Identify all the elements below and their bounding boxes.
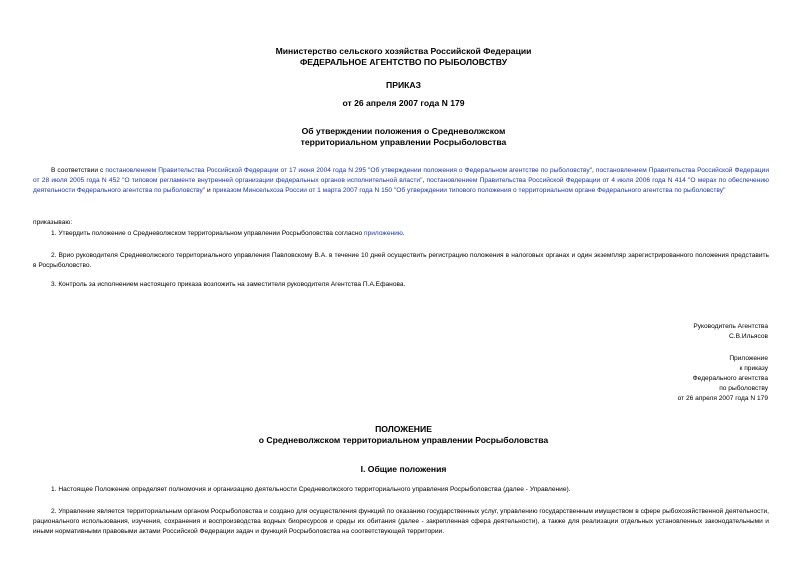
item-1-end: . xyxy=(402,230,405,237)
link-appendix[interactable]: приложению xyxy=(364,230,403,237)
preamble-text: , xyxy=(592,167,596,174)
doc-title-line2: территориальном управлении Росрыболовства xyxy=(300,137,507,147)
item-2: 2. Врио руководителя Средневолжского территориального управления Павловскому В.А. в течение 10 дней осуществить регистрацию положения в налоговых органах и один экземпляр зарегистрированного положения представить в Росрыболовство. xyxy=(33,252,769,269)
regulation-paragraph-2: 2. Управление является территориальным органом Росрыболовства и создано для осуществления функций по оказанию государственных услуг, управлению государственным имуществом в сфере рыбохозяйственной деятельности, рационального использования, изучения, сохранения и воспроизводства водных биоресурсов и среды их обитания (далее - закрепленная сфера деятельности), а также для реализации отдельных установленных законодательными и иными нормативными правовыми актами Российской Федерации задач и функций Росрыболовства на соответствующей территории. xyxy=(33,508,769,535)
link-order-150[interactable]: приказом Минсельхоза России от 1 марта 2007 года N 150 "Об утверждении типового положения о территориальном органе Федерального агентства по рыболовству" xyxy=(212,186,726,194)
signature-position: Руководитель Агентства xyxy=(693,323,768,330)
doc-type: ПРИКАЗ xyxy=(386,80,421,90)
appendix-ref-line: Приложение xyxy=(729,355,768,362)
preamble-text: , xyxy=(422,176,427,184)
agency-name: ФЕДЕРАЛЬНОЕ АГЕНТСТВО ПО РЫБОЛОВСТВУ xyxy=(299,57,508,67)
preamble-text: и xyxy=(205,186,213,194)
link-resolution-414[interactable]: постановлением Правительства Российской Федерации от 4 июля 2006 года N 414 "О мерах по обеспечению деятельности Федерального агентства по рыболовству" xyxy=(33,176,769,194)
link-resolution-295[interactable]: постановлением Правительства Российской Федерации от 17 июня 2004 года N 295 "Об утверждении положения о Федеральном агентстве по рыболовству" xyxy=(105,167,593,174)
regulation-paragraph-1: 1. Настоящее Положение определяет полномочия и организацию деятельности Средневолжского территориального управления Росрыболовства (далее - Управление). xyxy=(51,486,571,493)
signature-name: С.В.Ильясов xyxy=(729,333,768,340)
item-1 xyxy=(33,229,769,239)
ministry-name: Министерство сельского хозяйства Российской Федерации xyxy=(275,46,532,56)
appendix-ref-line: к приказу xyxy=(739,365,768,372)
item-3: 3. Контроль за исполнением настоящего приказа возложить на заместителя руководителя Агентства П.А.Ефанова. xyxy=(51,281,406,288)
order-word: приказываю: xyxy=(33,219,73,226)
preamble-text: В соответствии с xyxy=(51,167,106,174)
link-resolution-452[interactable]: постановлением Правительства Российской Федерации от 28 июля 2005 года N 452 "О типовом регламенте внутренней организации федеральных органов исполнительной власти" xyxy=(33,167,770,184)
doc-date-number: от 26 апреля 2007 года N 179 xyxy=(342,98,465,108)
preamble-paragraph xyxy=(33,166,769,195)
appendix-ref-line: Федерального агентства xyxy=(692,375,768,382)
regulation-title: ПОЛОЖЕНИЕ xyxy=(375,424,432,434)
section-heading: I. Общие положения xyxy=(360,464,447,474)
doc-title-line1: Об утверждении положения о Средневолжском xyxy=(301,126,506,136)
item-1-text: 1. Утвердить положение о Средневолжском территориальном управлении Росрыболовства согласно xyxy=(51,230,364,237)
appendix-ref-line: по рыболовству xyxy=(719,385,768,392)
appendix-ref-line: от 26 апреля 2007 года N 179 xyxy=(677,395,768,402)
regulation-subtitle: о Средневолжском территориальном управлении Росрыболовства xyxy=(258,435,549,445)
